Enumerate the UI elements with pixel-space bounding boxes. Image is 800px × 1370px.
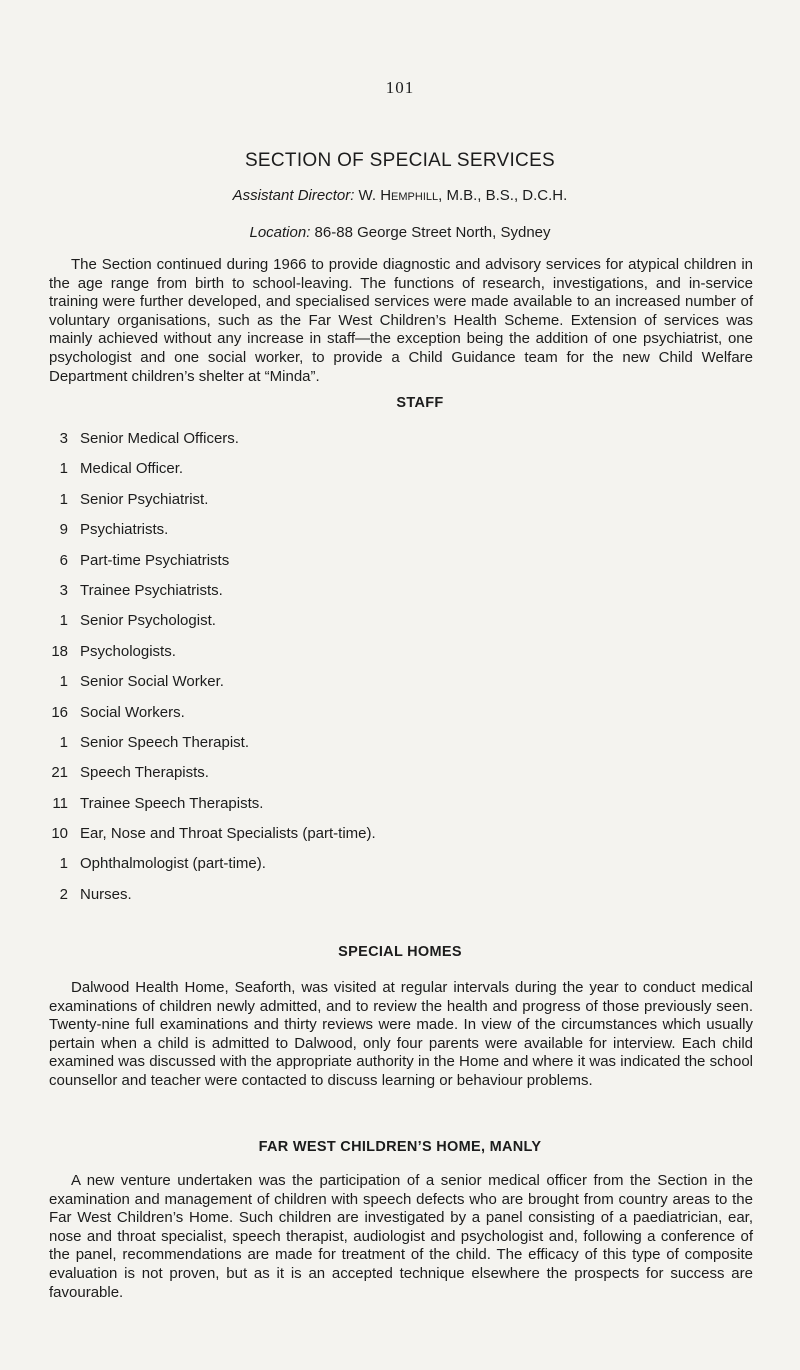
staff-count: 3: [59, 430, 68, 447]
far-west-paragraph: [49, 1172, 753, 1302]
staff-item: [40, 673, 376, 703]
page-number: 101: [385, 78, 415, 97]
staff-item: [40, 460, 376, 490]
staff-item: [40, 886, 376, 916]
staff-count: 1: [59, 673, 68, 691]
staff-count: 1: [59, 612, 68, 630]
staff-count: 1: [59, 460, 68, 478]
staff-item: [40, 582, 376, 612]
staff-role: Senior Speech Therapist.: [80, 733, 249, 751]
far-west-text: A new venture undertaken was the participation of a senior medical officer from the Section in the examination and management of children with speech defects who are brought from country areas to the Far West Children’s Home. Such children are investigated by a panel consisting of a paediatrician, ear, nose and throat specialist, speech therapist, audiologist and psychologist and, following a conference of the panel, recommendations are made for treatment of the child. The efficacy of this type of composite evaluation is not proven, but as it is an accepted technique elsewhere the prospects for success are favourable.: [49, 1172, 753, 1301]
staff-role: Medical Officer.: [80, 460, 184, 478]
staff-role: Speech Therapists.: [80, 764, 209, 782]
staff-role: Nurses.: [80, 885, 132, 903]
staff-role: Senior Medical Officers.: [80, 430, 239, 447]
staff-item: [40, 764, 376, 794]
staff-role: Psychiatrists.: [80, 521, 169, 539]
staff-item: [40, 795, 376, 825]
staff-list: [40, 430, 376, 916]
intro-text: The Section continued during 1966 to provide diagnostic and advisory services for atypical children in the age range from birth to school-leaving. The functions of research, investigations, and in-service training were further developed, and specialised services were made available to an increased number of voluntary organisations, such as the Far West Children’s Health Scheme. Extension of services was mainly achieved without any increase in staff—the exception being the addition of one psychiatrist, one psychologist and one social worker, to provide a Child Guidance team for the new Child Welfare Department children’s shelter at “Minda”.: [49, 256, 753, 385]
staff-role: Psychologists.: [80, 642, 176, 660]
staff-count: 21: [51, 764, 68, 782]
special-homes-heading: SPECIAL HOMES: [338, 944, 462, 960]
staff-count: 18: [51, 642, 68, 660]
special-homes-text: Dalwood Health Home, Seaforth, was visited at regular intervals during the year to conduct medical examinations of children newly admitted, and to review the health and progress of those previously seen. Twenty-nine full examinations and thirty reviews were made. In view of the circumstances which usually pertain when a child is admitted to Dalwood, only four parents were available for interview. Each child examined was discussed with the appropriate authority in the Home and where it was indicated the school counsellor and teacher were contacted to discuss learning or behaviour problems.: [49, 979, 753, 1089]
staff-role: Trainee Psychiatrists.: [80, 581, 223, 599]
staff-count: 11: [52, 794, 68, 812]
staff-role: Social Workers.: [80, 703, 185, 721]
section-title: SECTION OF SPECIAL SERVICES: [244, 150, 556, 171]
staff-count: 6: [59, 551, 68, 569]
staff-count: 3: [59, 581, 68, 599]
staff-count: 16: [51, 703, 68, 721]
staff-item: [40, 643, 376, 673]
staff-item: [40, 612, 376, 642]
staff-role: Senior Psychiatrist.: [80, 490, 209, 508]
staff-role: Trainee Speech Therapists.: [80, 794, 264, 812]
staff-count: 1: [59, 490, 68, 508]
special-homes-paragraph: [49, 979, 753, 1091]
staff-count: 1: [59, 855, 68, 873]
staff-item: [40, 825, 376, 855]
location-value: 86-88 George Street North, Sydney: [314, 224, 551, 241]
director-name: W. Hemphill, M.B., B.S., D.C.H.: [358, 187, 568, 204]
far-west-heading: FAR WEST CHILDREN’S HOME, MANLY: [258, 1139, 542, 1155]
staff-item: [40, 430, 376, 460]
staff-role: Part-time Psychiatrists: [80, 551, 230, 569]
intro-paragraph: [49, 256, 753, 386]
staff-item: [40, 734, 376, 764]
staff-count: 10: [51, 825, 68, 843]
staff-heading: STAFF: [396, 395, 444, 411]
staff-role: Ear, Nose and Throat Specialists (part-time).: [80, 825, 376, 843]
staff-role: Senior Psychologist.: [80, 612, 216, 630]
location-label: Location:: [249, 224, 311, 241]
director-label: Assistant Director:: [232, 187, 355, 204]
location-line: [0, 224, 800, 241]
staff-role: Ophthalmologist (part-time).: [80, 855, 266, 873]
staff-item: [40, 704, 376, 734]
staff-item: [40, 855, 376, 885]
staff-count: 9: [59, 521, 68, 539]
assistant-director-line: [0, 187, 800, 204]
staff-count: 1: [59, 733, 68, 751]
staff-item: [40, 552, 376, 582]
staff-count: 2: [59, 885, 68, 903]
staff-item: [40, 491, 376, 521]
staff-item: [40, 521, 376, 551]
staff-role: Senior Social Worker.: [80, 673, 224, 691]
